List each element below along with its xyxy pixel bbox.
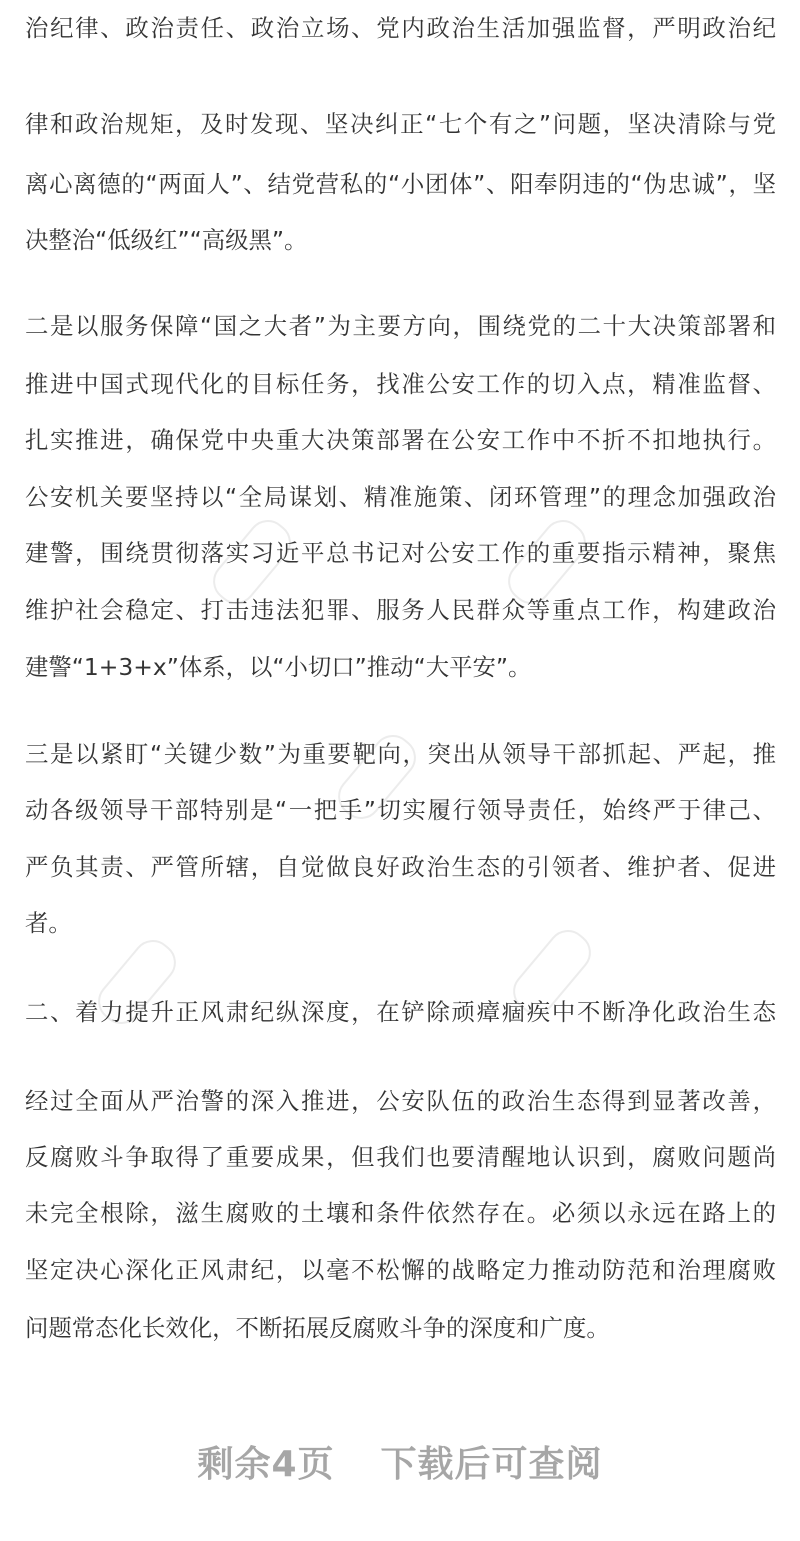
text-line: 经过全面从严治警的深入推进，公安队伍的政治生态得到显著改善， <box>25 1087 776 1115</box>
text-line: 维护社会稳定、打击违法犯罪、服务人民群众等重点工作，构建政治 <box>25 596 776 624</box>
text-line: 公安机关要坚持以“全局谋划、精准施策、闭环管理”的理念加强政治 <box>25 483 776 511</box>
text-line: 二是以服务保障“国之大者”为主要方向，围绕党的二十大决策部署和 <box>25 312 776 340</box>
text-line: 者。 <box>25 909 72 937</box>
text-line: 决整治“低级红”“高级黑”。 <box>25 226 308 254</box>
text-line: 严负其责、严管所辖，自觉做良好政治生态的引领者、维护者、促进 <box>25 853 776 881</box>
text-line: 治纪律、政治责任、政治立场、党内政治生活加强监督，严明政治纪 <box>25 14 776 42</box>
text-line: 离心离德的“两面人”、结党营私的“小团体”、阳奉阴违的“伪忠诚”，坚 <box>25 170 776 198</box>
text-line: 问题常态化长效化，不断拓展反腐败斗争的深度和广度。 <box>25 1314 610 1342</box>
text-line: 三是以紧盯“关键少数”为重要靶向，突出从领导干部抓起、严起，推 <box>25 740 776 768</box>
remaining-pages-label: 剩余4页 <box>197 1444 335 1485</box>
text-line: 建警“1+3+x”体系，以“小切口”推动“大平安”。 <box>25 653 532 681</box>
text-line: 反腐败斗争取得了重要成果，但我们也要清醒地认识到，腐败问题尚 <box>25 1143 776 1171</box>
text-line: 推进中国式现代化的目标任务，找准公安工作的切入点，精准监督、 <box>25 370 776 398</box>
text-line: 未完全根除，滋生腐败的土壤和条件依然存在。必须以永远在路上的 <box>25 1199 776 1227</box>
text-line: 建警，围绕贯彻落实习近平总书记对公安工作的重要指示精神，聚焦 <box>25 539 776 567</box>
text-line: 扎实推进，确保党中央重大决策部署在公安工作中不折不扣地执行。 <box>25 426 776 454</box>
download-prompt[interactable] <box>0 1442 800 1488</box>
text-line: 坚定决心深化正风肃纪，以毫不松懈的战略定力推动防范和治理腐败 <box>25 1256 776 1284</box>
text-line: 动各级领导干部特别是“一把手”切实履行领导责任，始终严于律己、 <box>25 796 776 824</box>
section-heading: 二、着力提升正风肃纪纵深度，在铲除顽瘴痼疾中不断净化政治生态 <box>25 998 776 1026</box>
download-to-view-label[interactable]: 下载后可查阅 <box>380 1444 603 1485</box>
text-line: 律和政治规矩，及时发现、坚决纠正“七个有之”问题，坚决清除与党 <box>25 110 776 138</box>
